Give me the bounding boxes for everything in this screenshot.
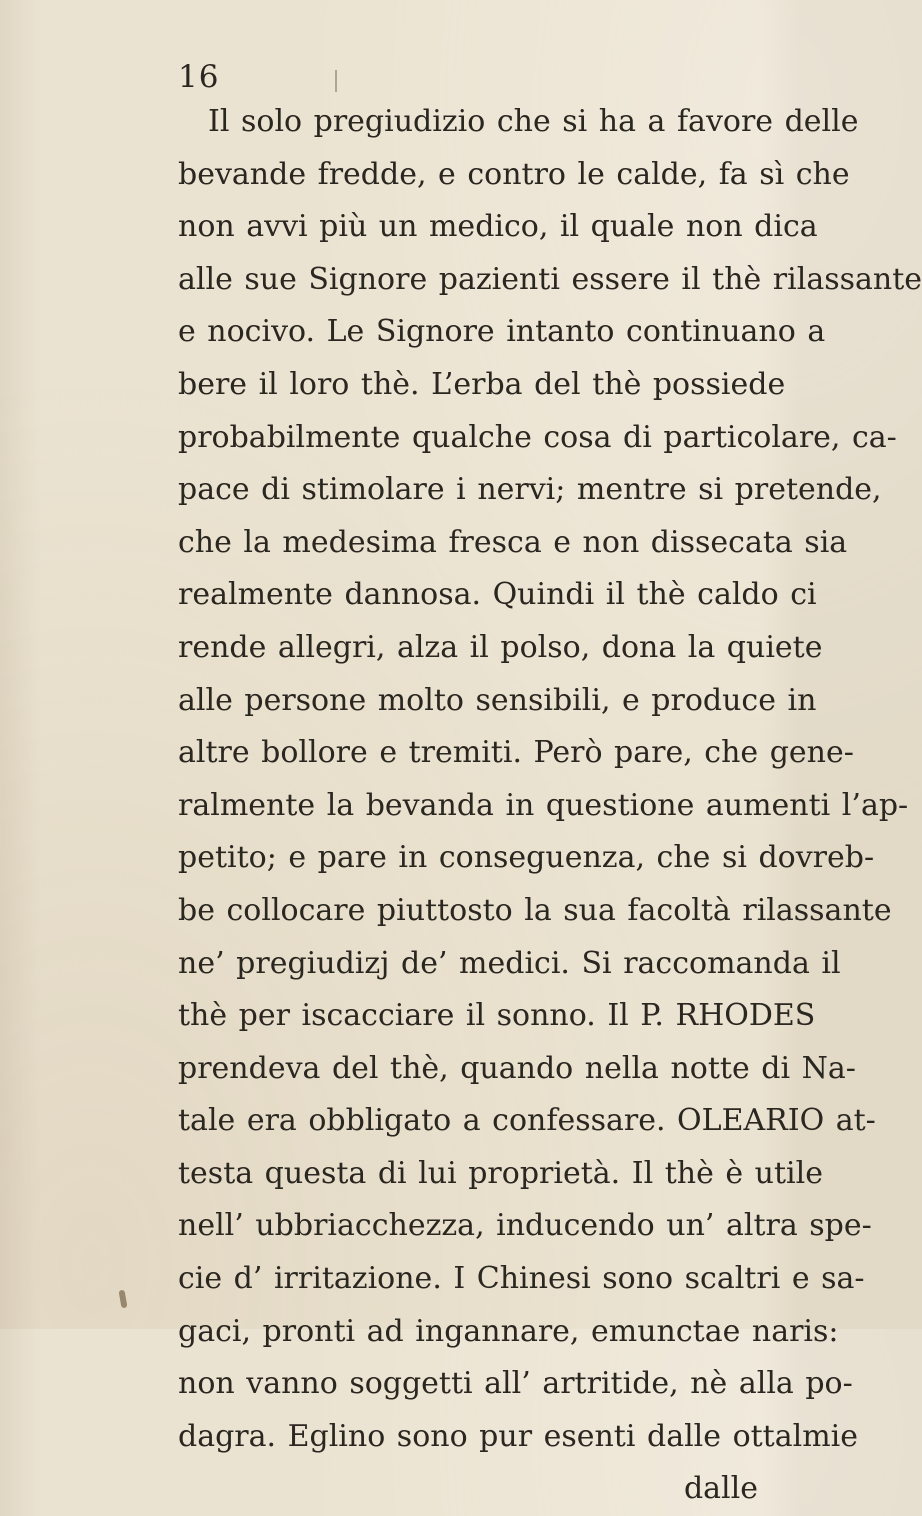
text-line: non vanno soggetti all’ artritide, nè alla po- [178, 1366, 853, 1402]
catchword: dalle [683, 1471, 758, 1507]
text-line: e nocivo. Le Signore intanto continuano a [178, 314, 826, 350]
text-line: petito; e pare in conseguenza, che si dovreb- [178, 840, 875, 876]
text-line: dagra. Eglino sono pur esenti dalle ottalmie [178, 1418, 859, 1454]
text-line: ne’ pregiudizj de’ medici. Si raccomanda il [178, 945, 841, 981]
text-line: pace di stimolare i nervi; mentre si pretende, [178, 472, 882, 508]
text-line: testa questa di lui proprietà. Il thè è utile [178, 1155, 823, 1191]
text-line: probabilmente qualche cosa di particolare, ca- [178, 419, 897, 455]
text-line: nell’ ubbriacchezza, inducendo un’ altra spe- [178, 1208, 872, 1244]
text-line: altre bollore e tremiti. Però pare, che gene- [178, 735, 854, 771]
ink-mark [335, 70, 337, 92]
text-line: ralmente la bevanda in questione aumenti l’ap- [178, 787, 909, 823]
text-line: thè per iscacciare il sonno. Il P. RHODES [178, 998, 816, 1034]
text-line: rende allegri, alza il polso, dona la quiete [178, 629, 823, 665]
page-smudge [118, 1290, 127, 1309]
text-line: cie d’ irritazione. I Chinesi sono scaltri e sa- [178, 1261, 865, 1297]
text-line: alle sue Signore pazienti essere il thè rilassante [178, 261, 922, 297]
text-line: non avvi più un medico, il quale non dica [178, 209, 818, 245]
text-line: bevande fredde, e contro le calde, fa sì che [178, 156, 850, 192]
text-line: alle persone molto sensibili, e produce in [178, 682, 817, 718]
text-line: bere il loro thè. L’erba del thè possiede [178, 366, 786, 402]
text-line: prendeva del thè, quando nella notte di Na- [178, 1050, 856, 1086]
body-text [178, 96, 922, 1516]
text-line: Il solo pregiudizio che si ha a favore delle [208, 104, 859, 139]
text-line: realmente dannosa. Quindi il thè caldo ci [178, 577, 817, 613]
text-line: gaci, pronti ad ingannare, emunctae naris: [178, 1313, 839, 1349]
text-line: tale era obbligato a confessare. OLEARIO at- [178, 1103, 876, 1139]
text-line: be collocare piuttosto la sua facoltà rilassante [178, 892, 892, 928]
text-line: che la medesima fresca e non dissecata sia [178, 524, 848, 560]
page-number: 16 [178, 59, 220, 95]
